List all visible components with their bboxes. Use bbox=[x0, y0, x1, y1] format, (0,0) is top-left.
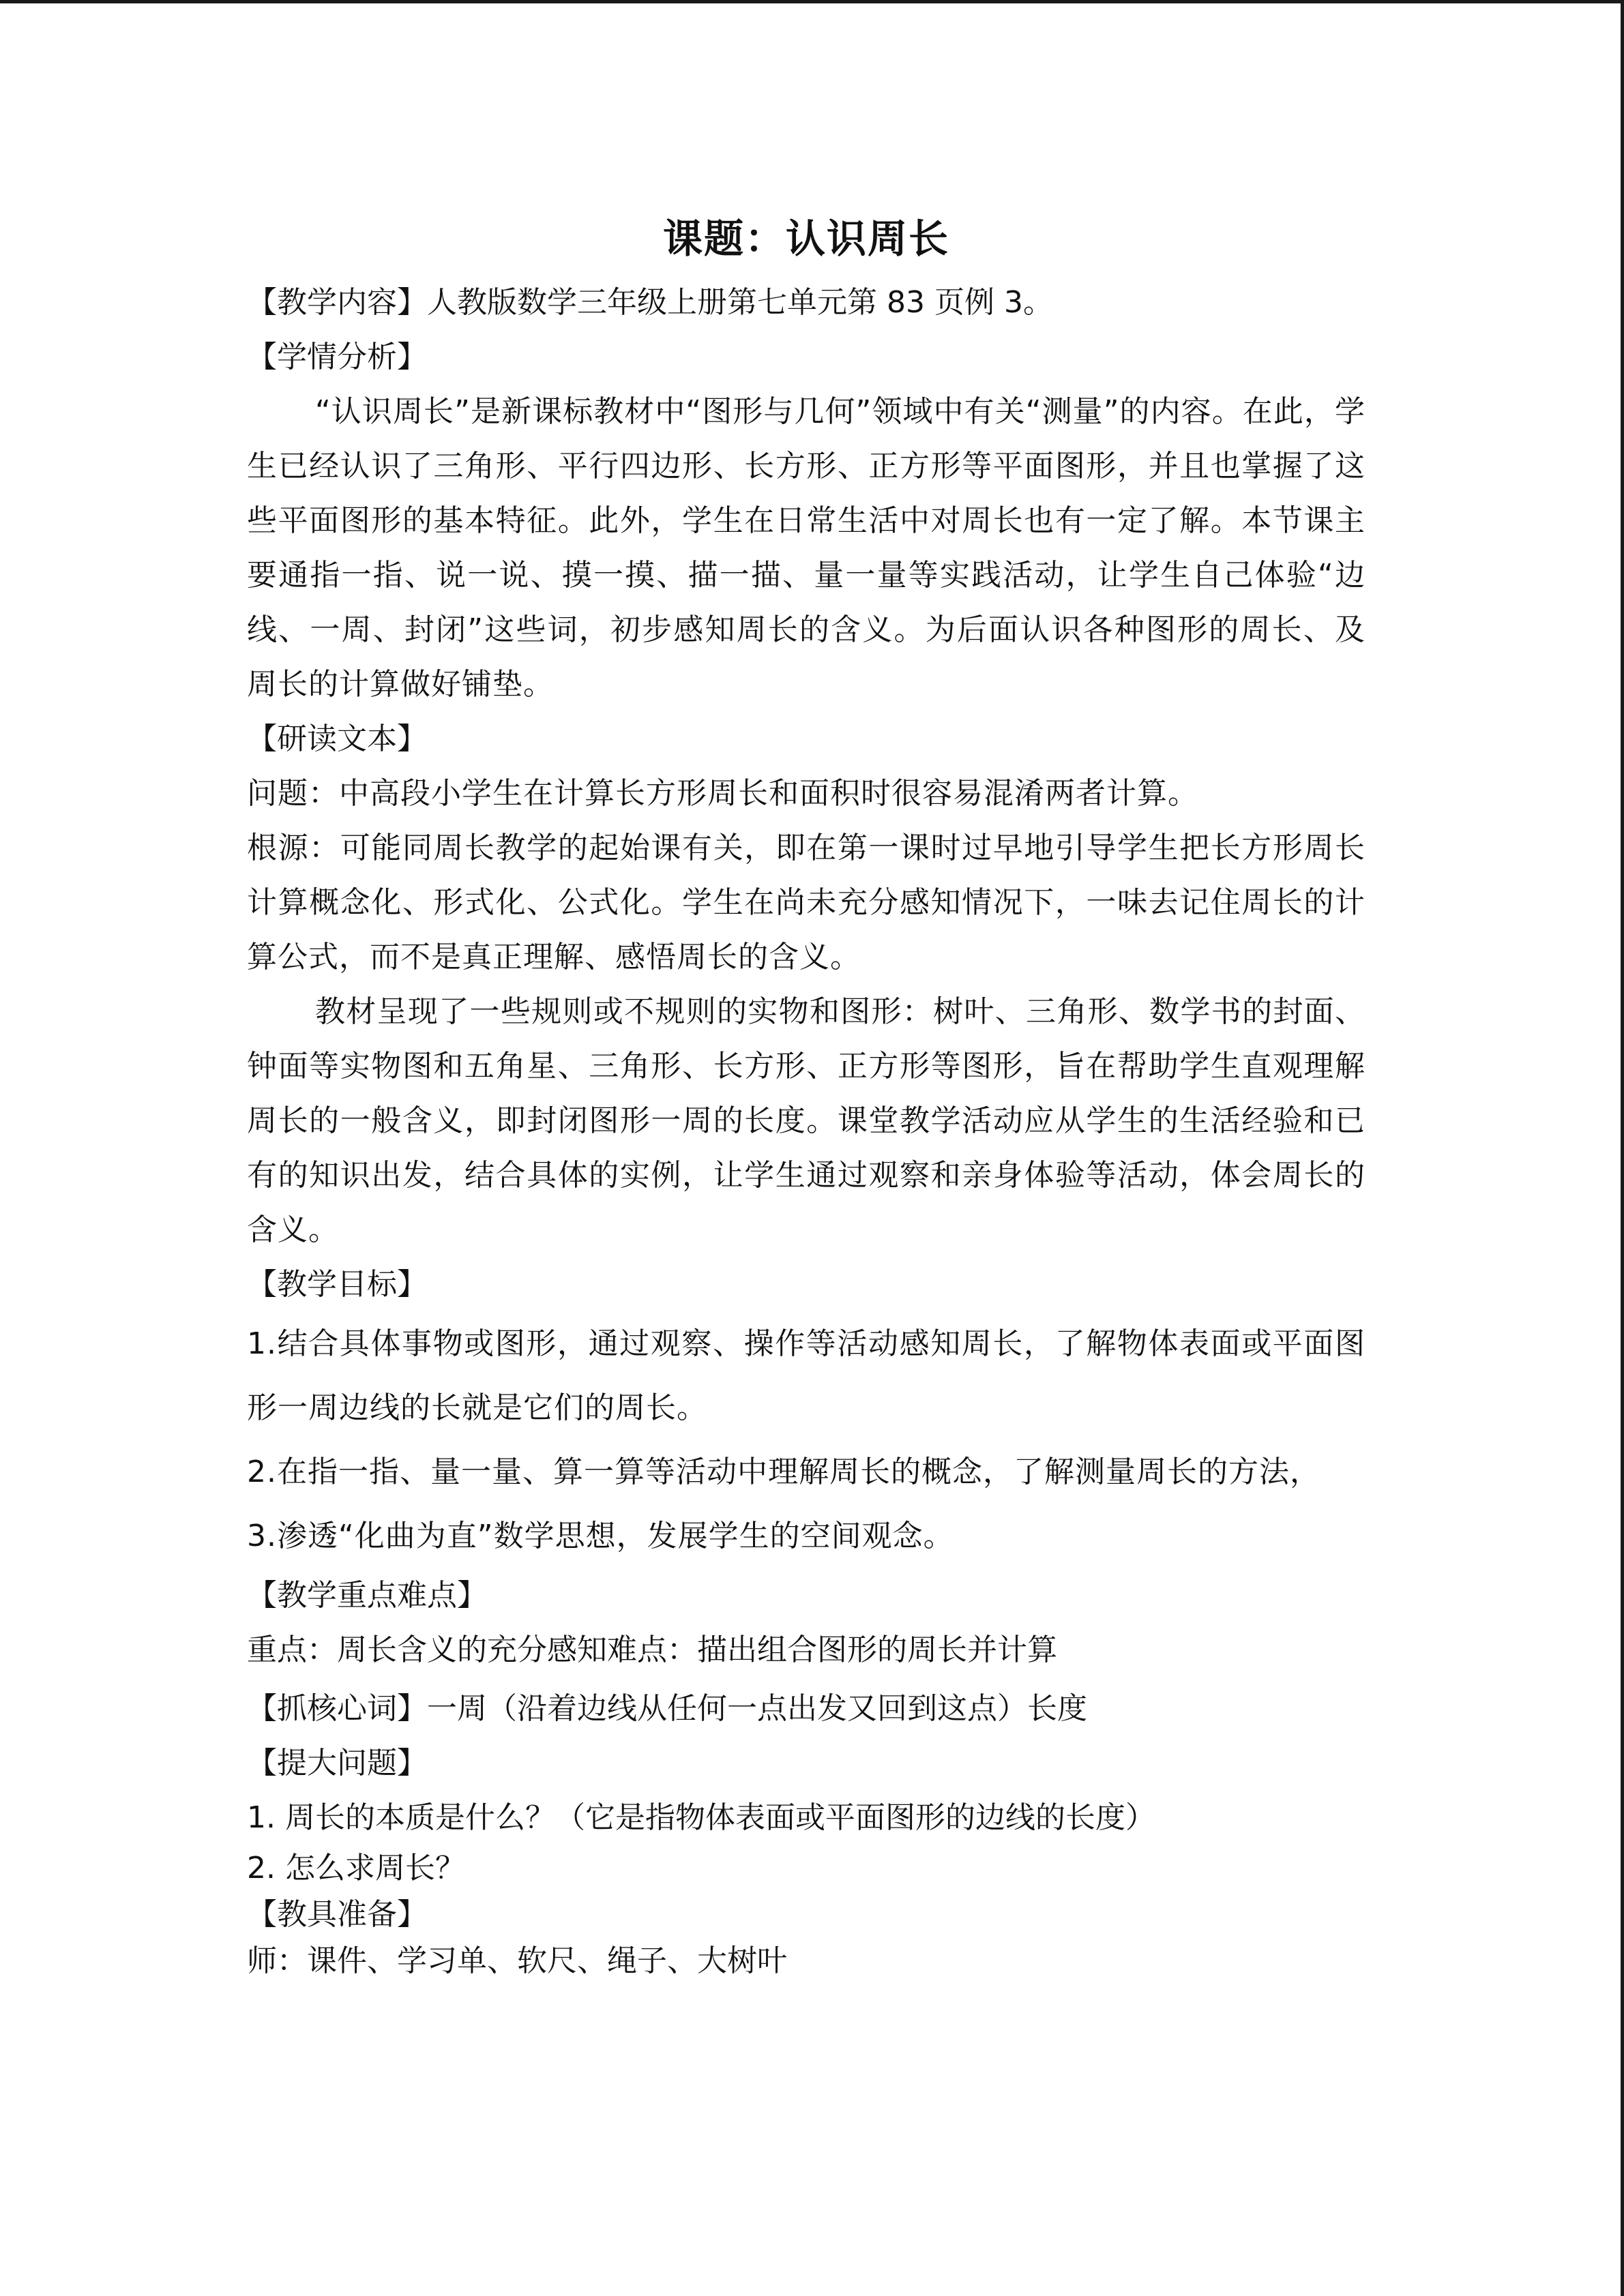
analysis-paragraph: “认识周长”是新课标教材中“图形与几何”领域中有关“测量”的内容。在此，学生已经认识了三角形、平行四边形、长方形、正方形等平面图形，并且也掌握了这些平面图形的基本特征。此外，学生在日常生活中对周长也有一定了解。本节课主要通指一指、说一说、摸一摸、描一描、量一量等实践活动，让学生自己体验“边线、一周、封闭”这些词，初步感知周长的含义。为后面认识各种图形的周长、及周长的计算做好铺垫。 bbox=[247, 394, 1365, 702]
page-title: 课题：认识周长 bbox=[662, 215, 949, 262]
study-text-paragraph: 教材呈现了一些规则或不规则的实物和图形：树叶、三角形、数学书的封面、钟面等实物图和五角星、三角形、长方形、正方形等图形，旨在帮助学生直观理解周长的一般含义，即封闭图形一周的长度。课堂教学活动应从学生的生活经验和已有的知识出发，结合具体的实例，让学生通过观察和亲身体验等活动，体会周长的含义。 bbox=[247, 994, 1365, 1247]
study-text-heading: 【研读文本】 bbox=[247, 721, 427, 756]
big-question-2: 2. 怎么求周长？ bbox=[247, 1851, 465, 1885]
page-right-border bbox=[1621, 0, 1624, 2296]
goal-item-3: 3.渗透“化曲为直”数学思想，发展学生的空间观念。 bbox=[247, 1519, 954, 1553]
study-text-root: 根源：可能同周长教学的起始课有关，即在第一课时过早地引导学生把长方形周长计算概念化、形式化、公式化。学生在尚未充分感知情况下，一味去记住周长的计算公式，而不是真正理解、感悟周长的含义。 bbox=[247, 831, 1365, 974]
study-text-problem: 问题：中高段小学生在计算长方形周长和面积时很容易混淆两者计算。 bbox=[247, 776, 1198, 811]
document-body bbox=[247, 205, 1365, 1984]
page-top-border bbox=[0, 0, 1624, 3]
goal-item-1: 1.结合具体事物或图形，通过观察、操作等活动感知周长，了解物体表面或平面图形一周边线的长就是它们的周长。 bbox=[247, 1326, 1365, 1425]
big-question-1: 1. 周长的本质是什么？（它是指物体表面或平面图形的边线的长度） bbox=[247, 1800, 1155, 1835]
materials-text: 师：课件、学习单、软尺、绳子、大树叶 bbox=[247, 1943, 787, 1978]
key-points-heading: 【教学重点难点】 bbox=[247, 1578, 487, 1613]
teaching-content: 【教学内容】人教版数学三年级上册第七单元第 83 页例 3。 bbox=[247, 285, 1053, 320]
analysis-heading: 【学情分析】 bbox=[247, 340, 427, 374]
big-questions-heading: 【提大问题】 bbox=[247, 1746, 427, 1780]
materials-heading: 【教具准备】 bbox=[247, 1897, 427, 1932]
goal-item-2: 2.在指一指、量一量、算一算等活动中理解周长的概念，了解测量周长的方法， bbox=[247, 1455, 1320, 1489]
key-points-text: 重点：周长含义的充分感知难点：描出组合图形的周长并计算 bbox=[247, 1632, 1057, 1667]
core-word: 【抓核心词】一周（沿着边线从任何一点出发又回到这点）长度 bbox=[247, 1691, 1087, 1726]
goals-heading: 【教学目标】 bbox=[247, 1267, 427, 1302]
